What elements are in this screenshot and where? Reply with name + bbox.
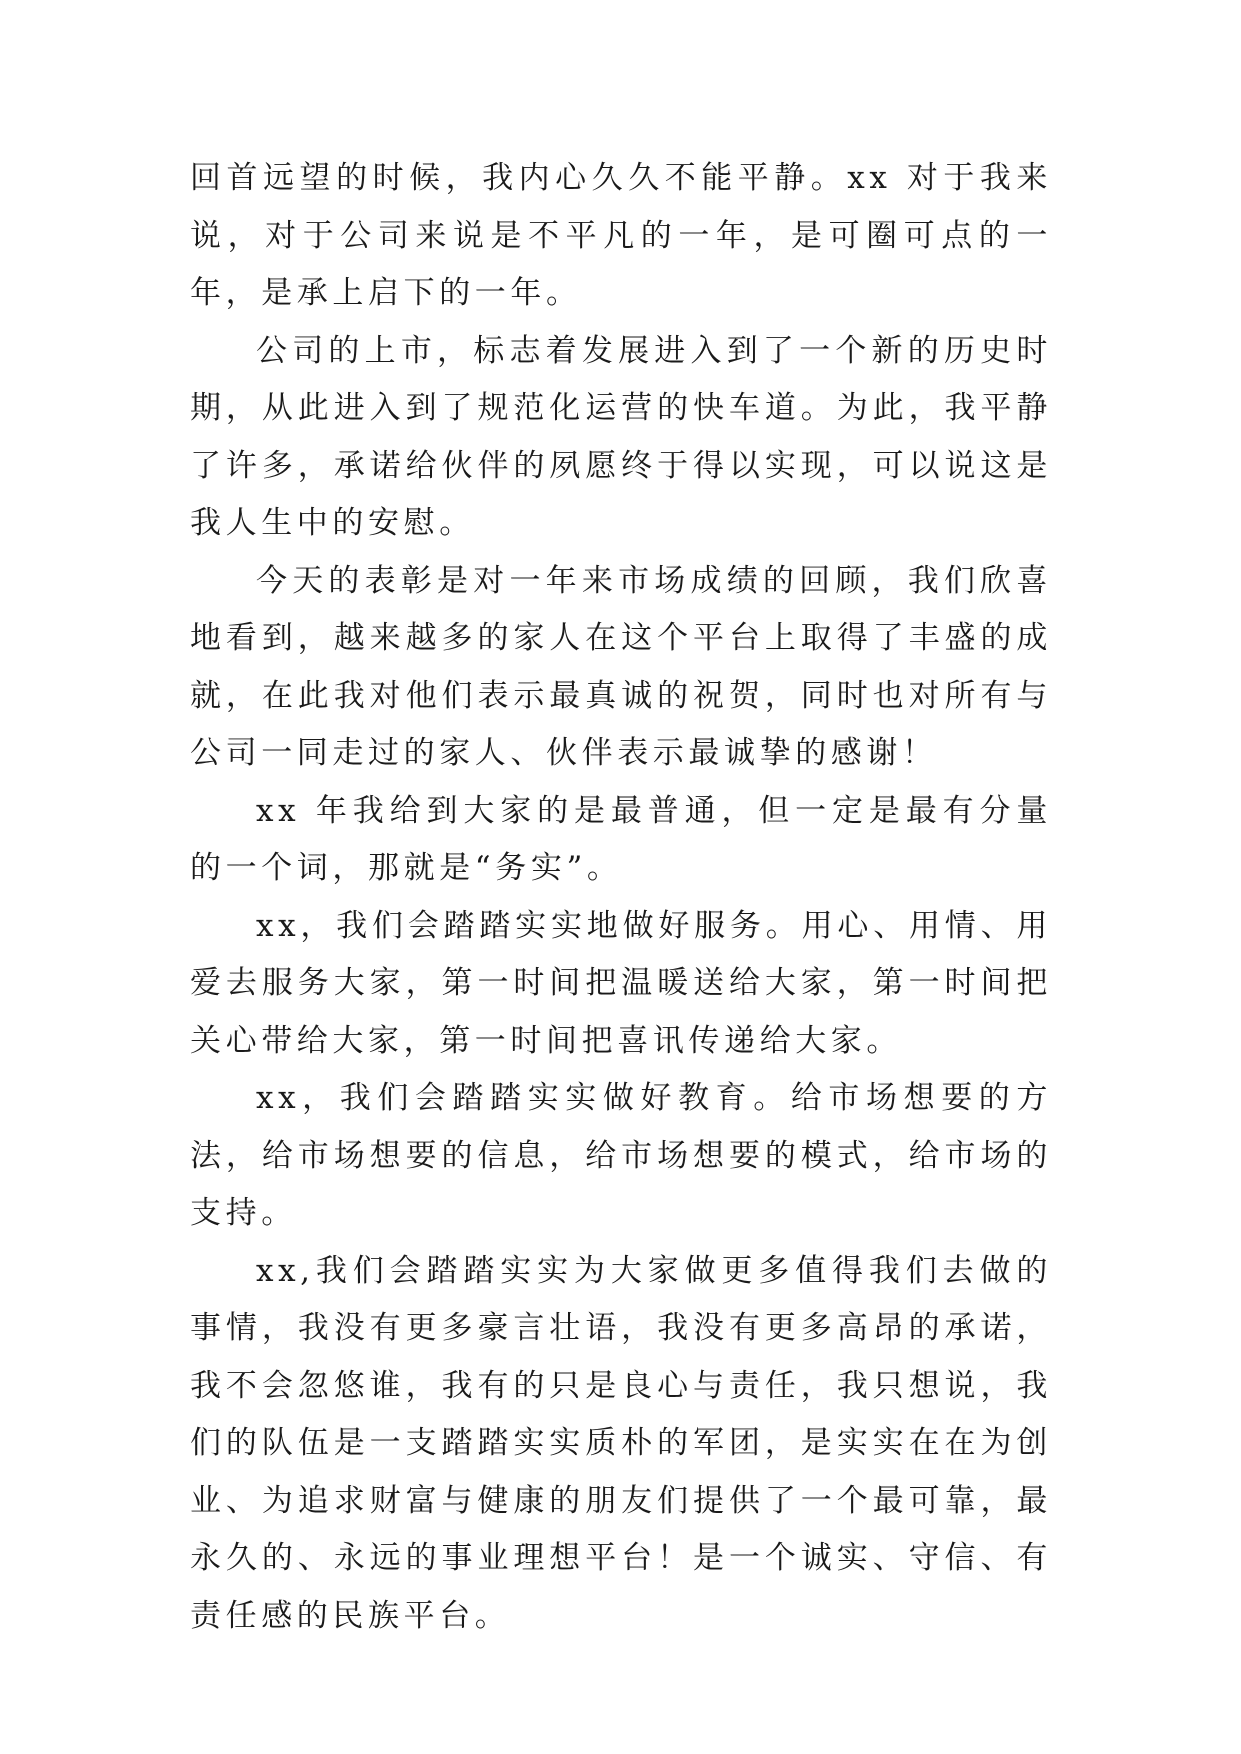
paragraph-4: xx 年我给到大家的是最普通，但一定是最有分量的一个词，那就是“务实”。	[190, 792, 1052, 886]
paragraph-3: 今天的表彰是对一年来市场成绩的回顾，我们欣喜地看到，越来越多的家人在这个平台上取得了丰盛的成就，在此我对他们表示最真诚的祝贺，同时也对所有与公司一同走过的家人、伙伴表示最诚挚的感谢！	[190, 562, 1052, 771]
paragraph-2: 公司的上市，标志着发展进入到了一个新的历史时期，从此进入到了规范化运营的快车道。为此，我平静了许多，承诺给伙伴的夙愿终于得以实现，可以说这是我人生中的安慰。	[190, 332, 1052, 541]
document-body	[190, 150, 1052, 1645]
paragraph-5: xx，我们会踏踏实实地做好服务。用心、用情、用爱去服务大家，第一时间把温暖送给大家，第一时间把关心带给大家，第一时间把喜讯传递给大家。	[190, 907, 1052, 1059]
paragraph-1: 回首远望的时候，我内心久久不能平静。xx 对于我来说，对于公司来说是不平凡的一年，是可圈可点的一年，是承上启下的一年。	[190, 160, 1052, 311]
paragraph-7: xx,我们会踏踏实实为大家做更多值得我们去做的事情，我没有更多豪言壮语，我没有更多高昂的承诺，我不会忽悠谁，我有的只是良心与责任，我只想说，我们的队伍是一支踏踏实实质朴的军团，是实实在在为创业、为追求财富与健康的朋友们提供了一个最可靠，最永久的、永远的事业理想平台！是一个诚实、守信、有责任感的民族平台。	[190, 1252, 1052, 1634]
paragraph-6: xx，我们会踏踏实实做好教育。给市场想要的方法，给市场想要的信息，给市场想要的模式，给市场的支持。	[190, 1080, 1052, 1231]
